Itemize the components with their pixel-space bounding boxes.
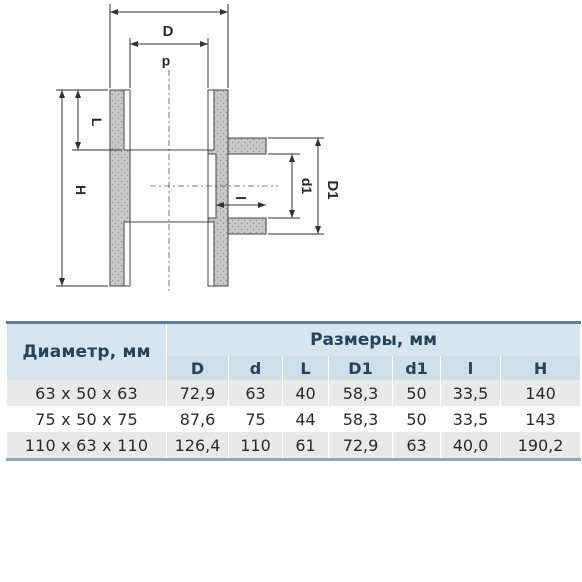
cell-L: 61 <box>283 432 329 460</box>
cell-l: 33,5 <box>441 406 501 432</box>
column-header: d1 <box>393 356 441 380</box>
cell-H: 140 <box>501 380 581 406</box>
column-header: H <box>501 356 581 380</box>
tee-body <box>110 70 278 292</box>
table-row <box>7 432 581 460</box>
label-D1: D1 <box>324 180 341 200</box>
dimensions-table <box>6 321 581 461</box>
label-D: D <box>162 23 174 40</box>
label-L: L <box>89 117 105 127</box>
cell-D1: 72,9 <box>329 432 393 460</box>
cell-H: 143 <box>501 406 581 432</box>
cell-L: 40 <box>283 380 329 406</box>
cell-d: 110 <box>229 432 283 460</box>
cell-l: 40,0 <box>441 432 501 460</box>
cell-d: 63 <box>229 380 283 406</box>
table-row <box>7 380 581 406</box>
label-l: l <box>233 196 249 200</box>
column-header: D1 <box>329 356 393 380</box>
label-d1: d1 <box>299 177 315 195</box>
cell-d: 75 <box>229 406 283 432</box>
cell-d1: 50 <box>393 406 441 432</box>
row-diameter: 110 x 63 x 110 <box>7 432 167 460</box>
cell-H: 190,2 <box>501 432 581 460</box>
cell-l: 33,5 <box>441 380 501 406</box>
cell-D: 126,4 <box>167 432 229 460</box>
cell-D: 72,9 <box>167 380 229 406</box>
dimension-d1 <box>268 154 315 218</box>
cell-d1: 63 <box>393 432 441 460</box>
label-H: H <box>73 184 89 196</box>
label-d: d <box>161 55 171 71</box>
cell-d1: 50 <box>393 380 441 406</box>
column-header: d <box>229 356 283 380</box>
column-header: D <box>167 356 229 380</box>
cell-D1: 58,3 <box>329 380 393 406</box>
cell-D: 87,6 <box>167 406 229 432</box>
column-header: l <box>441 356 501 380</box>
table-row <box>7 406 581 432</box>
header-diameter: Диаметр, мм <box>7 323 167 381</box>
column-header: L <box>283 356 329 380</box>
cell-D1: 58,3 <box>329 406 393 432</box>
row-diameter: 75 x 50 x 75 <box>7 406 167 432</box>
row-diameter: 63 x 50 x 63 <box>7 380 167 406</box>
cell-L: 44 <box>283 406 329 432</box>
header-dimensions: Размеры, мм <box>167 323 581 357</box>
